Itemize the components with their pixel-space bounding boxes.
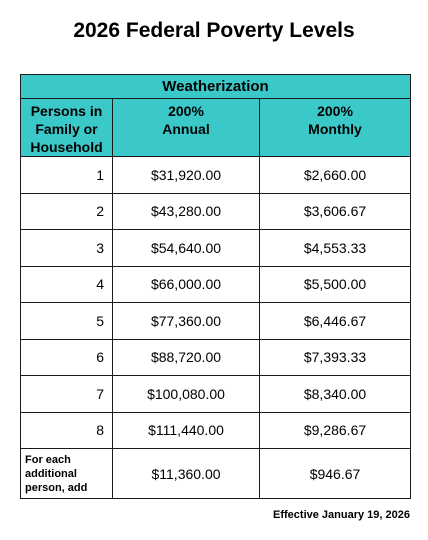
monthly-cell: $7,393.33 bbox=[260, 339, 411, 376]
column-header-monthly-line: 200% bbox=[317, 103, 353, 119]
persons-cell: 7 bbox=[21, 376, 113, 413]
page-title: 2026 Federal Poverty Levels bbox=[73, 19, 355, 42]
persons-cell: 4 bbox=[21, 266, 113, 303]
monthly-cell: $3,606.67 bbox=[260, 193, 411, 230]
poverty-levels-table bbox=[20, 74, 411, 499]
table-row bbox=[21, 157, 411, 194]
monthly-cell: $4,553.33 bbox=[260, 230, 411, 267]
persons-cell: 6 bbox=[21, 339, 113, 376]
table-row bbox=[21, 412, 411, 449]
column-header-monthly-line: Monthly bbox=[308, 121, 362, 137]
annual-cell: $31,920.00 bbox=[113, 157, 260, 194]
additional-person-label-line: person, add bbox=[25, 481, 88, 494]
table-row bbox=[21, 339, 411, 376]
persons-cell: 5 bbox=[21, 303, 113, 340]
additional-person-label-line: additional bbox=[25, 467, 77, 480]
column-header-annual bbox=[113, 99, 260, 157]
section-header-weatherization: Weatherization bbox=[21, 75, 411, 99]
annual-cell: $77,360.00 bbox=[113, 303, 260, 340]
column-header-monthly bbox=[260, 99, 411, 157]
column-header-persons bbox=[21, 99, 113, 157]
additional-monthly-cell: $946.67 bbox=[260, 449, 411, 499]
table-row bbox=[21, 266, 411, 303]
monthly-cell: $2,660.00 bbox=[260, 157, 411, 194]
additional-person-label bbox=[21, 449, 113, 499]
persons-cell: 3 bbox=[21, 230, 113, 267]
table-row bbox=[21, 376, 411, 413]
annual-cell: $43,280.00 bbox=[113, 193, 260, 230]
annual-cell: $111,440.00 bbox=[113, 412, 260, 449]
persons-cell: 1 bbox=[21, 157, 113, 194]
persons-cell: 8 bbox=[21, 412, 113, 449]
table-row bbox=[21, 230, 411, 267]
monthly-cell: $9,286.67 bbox=[260, 412, 411, 449]
annual-cell: $100,080.00 bbox=[113, 376, 260, 413]
annual-cell: $88,720.00 bbox=[113, 339, 260, 376]
persons-cell: 2 bbox=[21, 193, 113, 230]
column-header-persons-line: Family or bbox=[35, 121, 98, 137]
monthly-cell: $5,500.00 bbox=[260, 266, 411, 303]
monthly-cell: $6,446.67 bbox=[260, 303, 411, 340]
table-row bbox=[21, 303, 411, 340]
additional-person-row bbox=[21, 449, 411, 499]
column-header-persons-line: Household bbox=[30, 139, 103, 155]
monthly-cell: $8,340.00 bbox=[260, 376, 411, 413]
annual-cell: $54,640.00 bbox=[113, 230, 260, 267]
effective-date-note: Effective January 19, 2026 bbox=[273, 509, 410, 521]
additional-annual-cell: $11,360.00 bbox=[113, 449, 260, 499]
table-row bbox=[21, 193, 411, 230]
additional-person-label-line: For each bbox=[25, 453, 71, 466]
annual-cell: $66,000.00 bbox=[113, 266, 260, 303]
column-header-annual-line: Annual bbox=[162, 121, 210, 137]
column-header-annual-line: 200% bbox=[168, 103, 204, 119]
column-header-persons-line: Persons in bbox=[30, 103, 103, 119]
